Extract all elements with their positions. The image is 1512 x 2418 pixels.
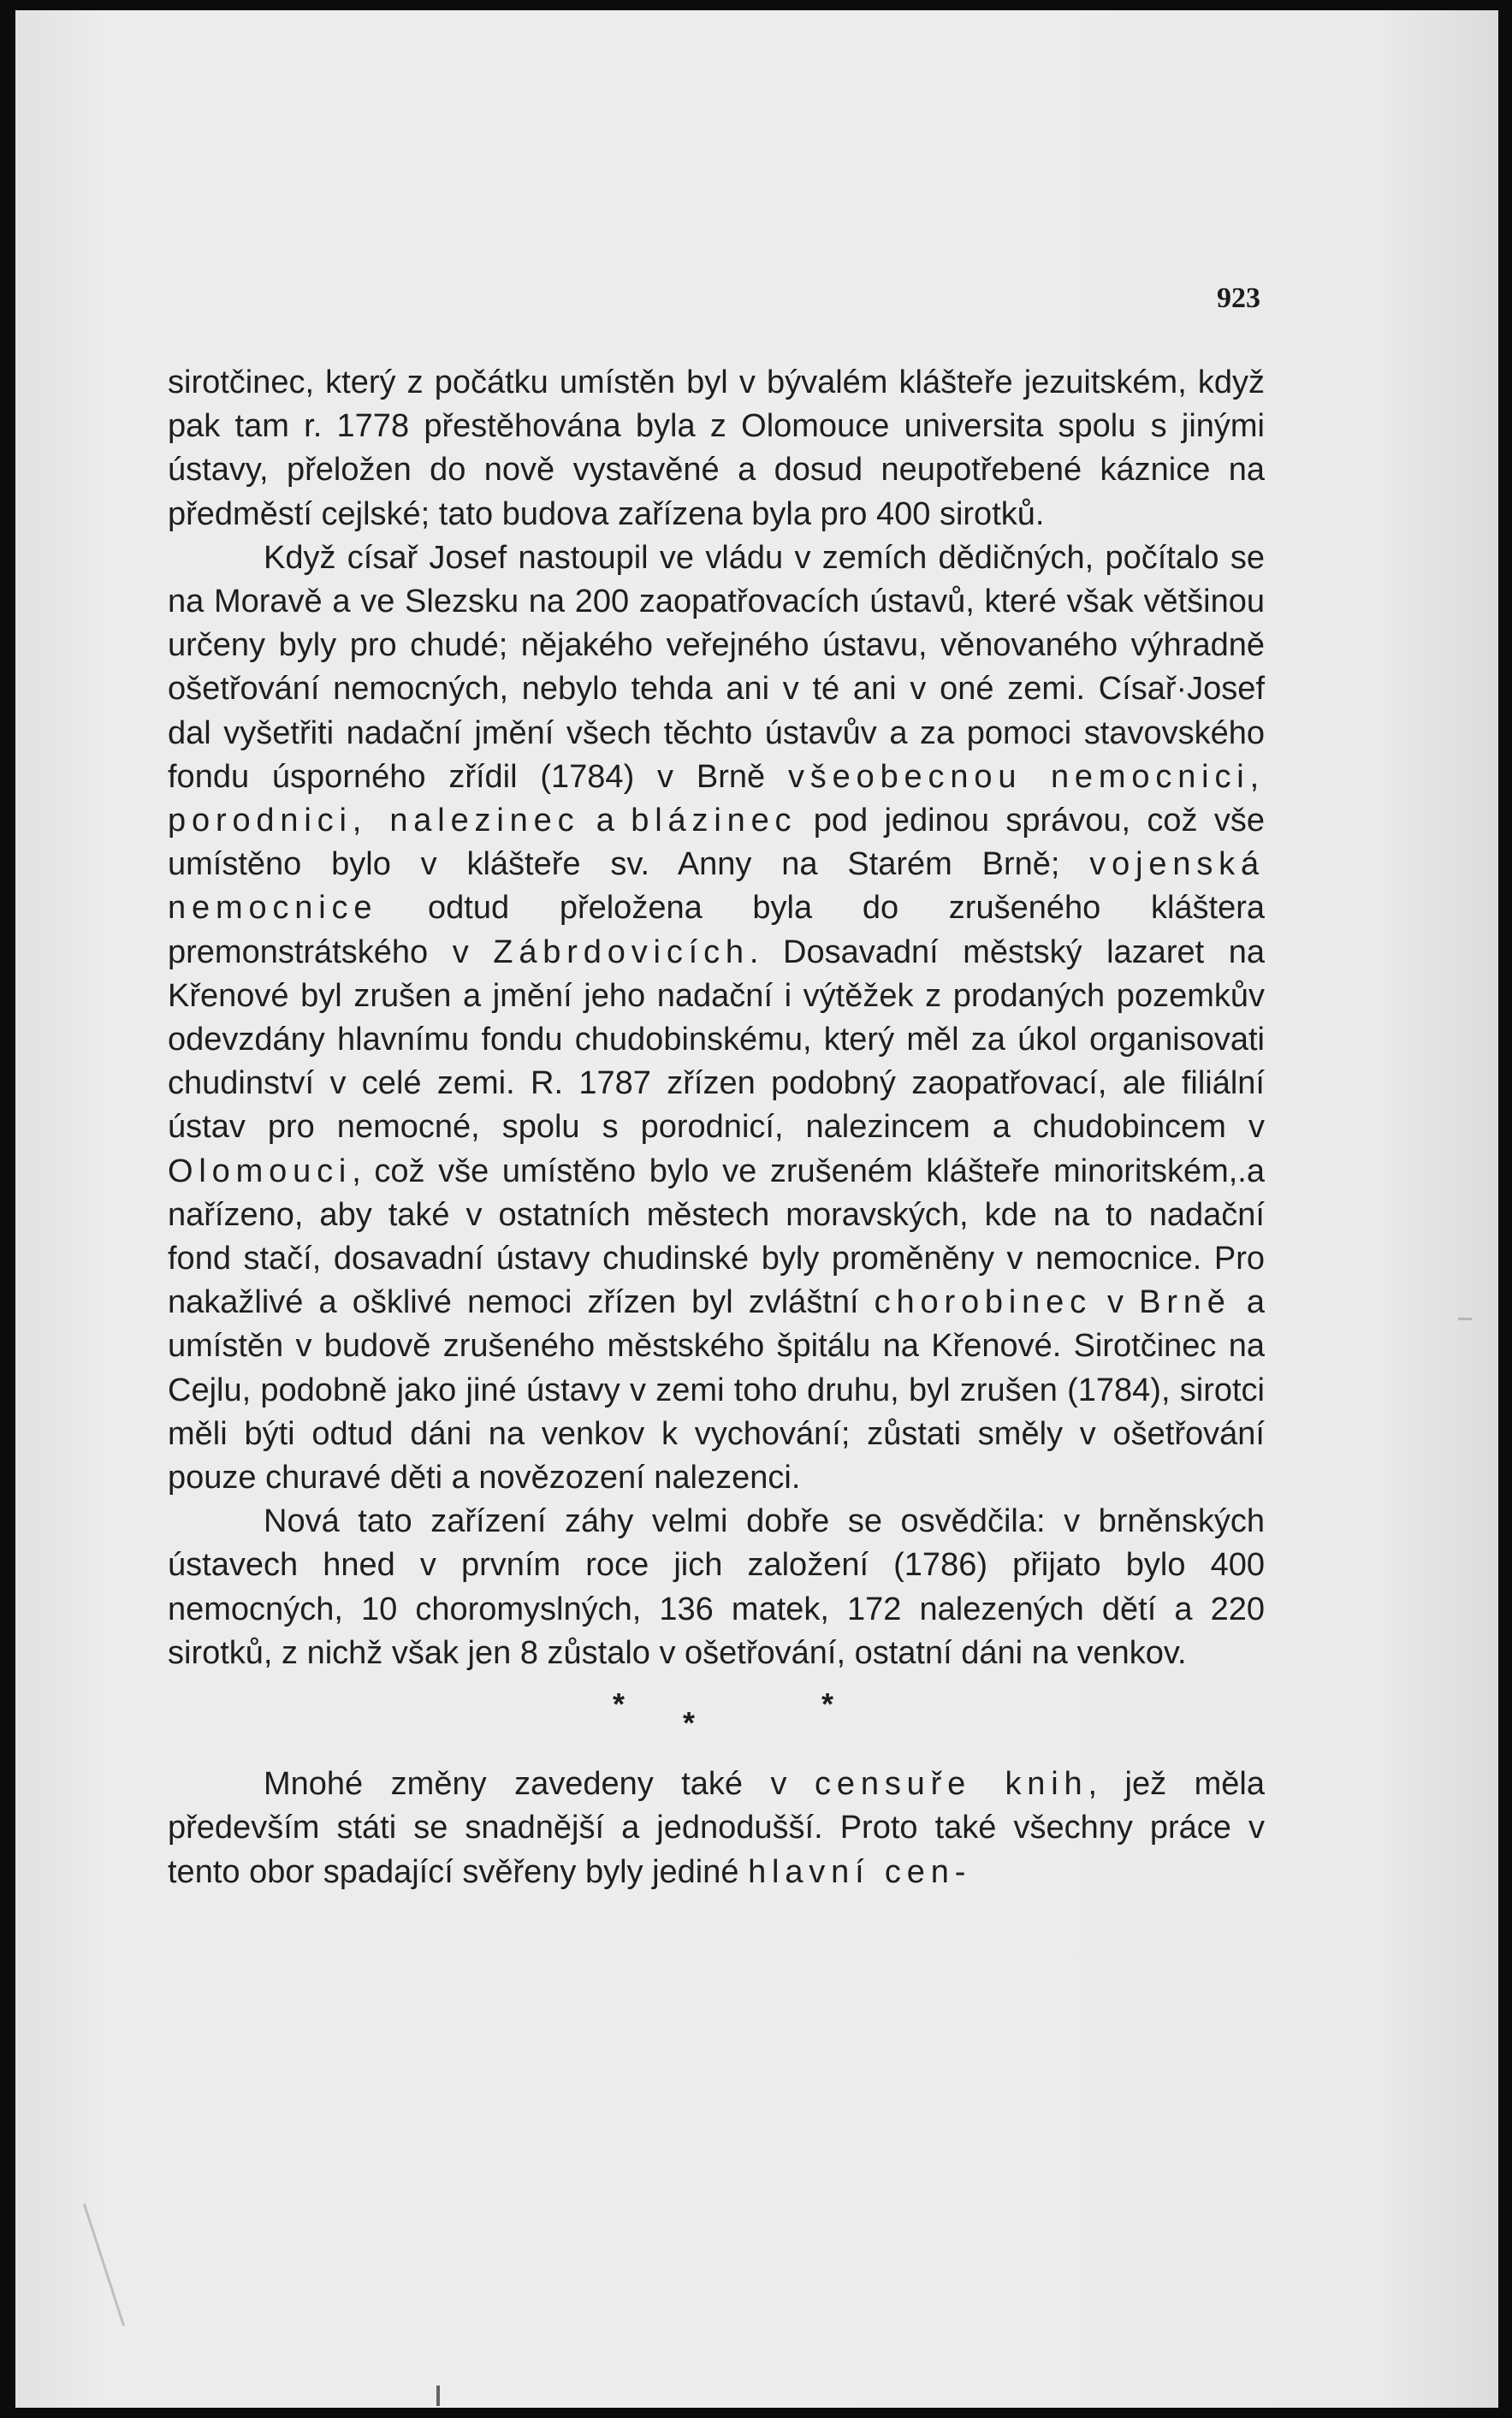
text-run: Když císař Josef nastoupil ve vládu v zemích dědičných, počítalo se na Moravě a ve Slezsku na 200 zaopatřovacích ústavů, které však většinou určeny byly pro chudé; nějakého veřejného ústavu, věnovaného výhradně ošetřování nemocných, nebylo tehda ani v té ani v oné zemi. Císař·Josef dal vyšetřiti nadační jmění všech těchto ústavův a za pomoci stavovského fondu úsporného zřídil (1784) v Brně [168,539,1265,795]
text-run: v [1091,1284,1140,1321]
spaced-term-chorobinec: chorobinec [874,1284,1092,1321]
text-run: sirotčinec, který z počátku umístěn byl v bývalém klášteře jezuitském, když pak tam r. 1778 přestěhována byla z Olomouce universita spolu s jinými ústavy, přeložen do nově vystavěné a dosud neupotřebené káznice na předměstí cejlské; tato budova zařízena byla pro 400 sirotků. [168,364,1265,532]
spaced-term-brno: Brně [1139,1284,1231,1321]
spaced-term-hlavni-cen: hlavní cen- [748,1853,972,1890]
text-run: . Dosavadní městský lazaret na Křenové byl zrušen a jmění jeho nadační i výtěžek z prodaných pozemkův odevzdány hlavnímu fondu chudobinskému, který měl za úkol organisovati chudinství v celé zemi. R. 1787 zřízen podobný zaopatřovací, ale filiální ústav pro nemocné, spolu s porodnicí, nalezincem a chudobincem v [168,933,1265,1146]
separator-star: * [821,1686,834,1722]
section-separator [168,1675,1265,1763]
text-run: a [579,803,631,839]
text-run: odtud přeložena byla do zrušeného kláštera premonstrátského v [168,890,1265,970]
spaced-term-vojenska-nemocnice: vojenská nemocnice [168,846,1265,927]
separator-star: * [613,1686,626,1722]
scan-mark-right [1458,1318,1472,1320]
scanned-page [15,10,1498,2408]
paragraph-2 [168,536,1265,1500]
separator-star: * [683,1705,696,1741]
page-number: 923 [1217,282,1260,314]
scan-mark-bottom [436,2385,440,2406]
text-run: Nová tato zařízení záhy velmi dobře se osvědčila: v brněnských ústavech hned v prvním roce jich založení (1786) přijato bylo 400 nemocných, 10 choromyslných, 136 matek, 172 nalezených dětí a 220 sirotků, z nichž však jen 8 zůstalo v ošetřování, ostatní dáni na venkov. [168,1503,1265,1671]
spaced-term-zabrdovice: Zábrdovicích [493,933,750,970]
spaced-term-blazinec: blázinec [631,803,798,839]
scan-scratch-left [83,2203,125,2326]
text-run: Mnohé změny zavedeny také v [264,1766,815,1803]
text-run: a umístěn v budově zrušeného městského špitálu na Křenové. Sirotčinec na Cejlu, podobně jako jiné ústavy v zemi toho druhu, byl zrušen (1784), sirotci měli býti odtud dáni na venkov k vychování; zůstati směly v ošetřování pouze churavé děti a novězození nalezenci. [168,1284,1265,1496]
text-run: , jež měla především státi se snadnější a jednodušší. Proto také všechny práce v tento obor spadající svěřeny byly jediné [168,1766,1265,1890]
paragraph-4 [168,1763,1265,1894]
paragraph-3 [168,1500,1265,1675]
spaced-term-vseobecna-nemocnice: všeobecnou nemocnici, porodnici, nalezinec [168,758,1265,839]
spaced-term-olomouc: Olomouci [168,1153,353,1189]
text-run: , což vše umístěno bylo ve zrušeném klášteře minoritském,.a nařízeno, aby také v ostatních městech moravských, kde na to nadační fond stačí, dosavadní ústavy chudinské byly proměněny v nemocnice. Pro nakažlivé a ošklivé nemoci zřízen byl zvláštní [168,1153,1265,1321]
body-text [168,361,1265,1894]
paragraph-1 [168,361,1265,536]
spaced-term-censura-knih: censuře knih [815,1766,1088,1803]
text-run: pod jedinou správou, což vše umístěno bylo v klášteře sv. Anny na Starém Brně; [168,803,1265,883]
